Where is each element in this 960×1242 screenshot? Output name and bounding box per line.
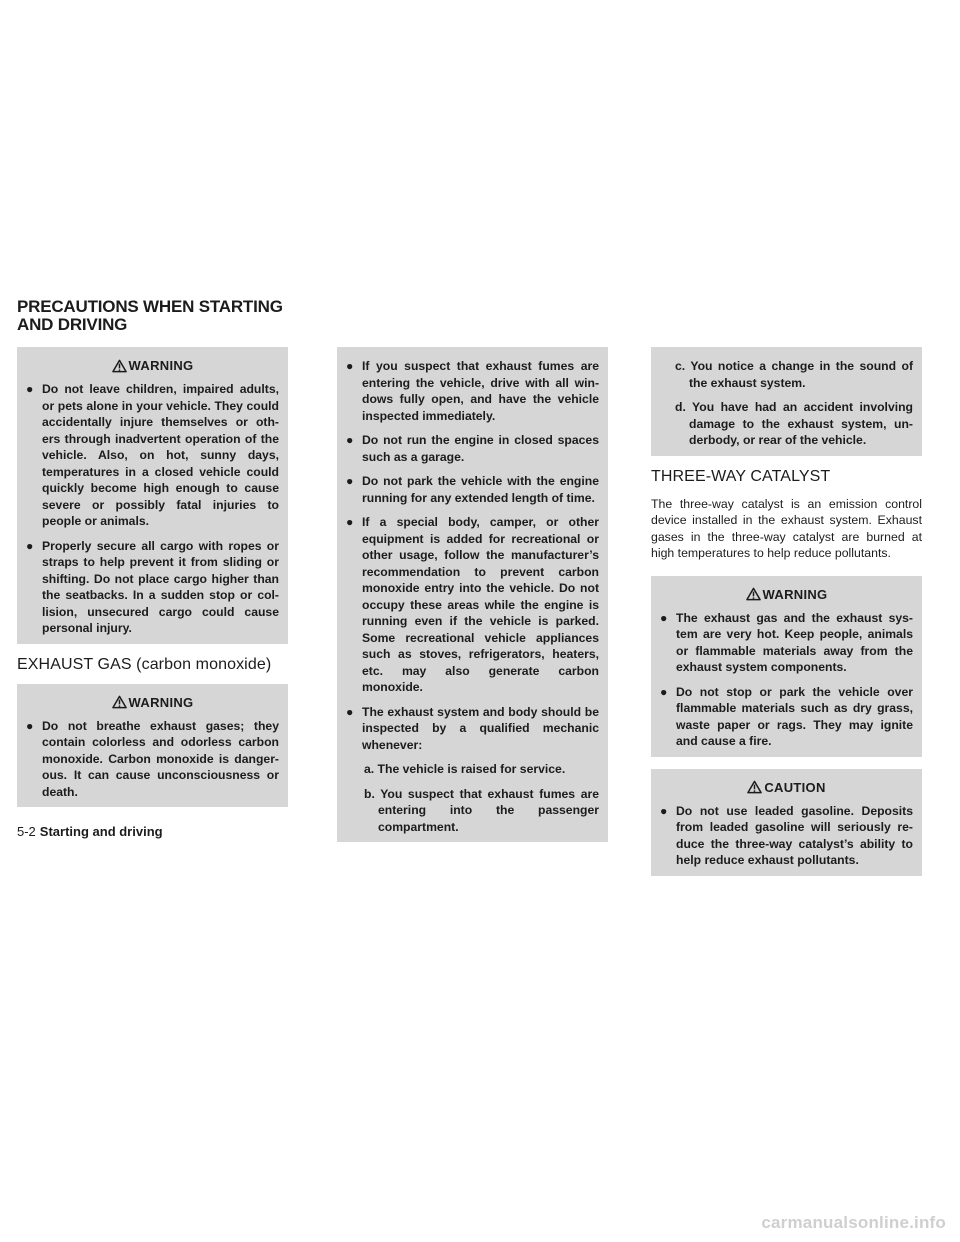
bullet-text: If you suspect that exhaust fumes are entering the vehicle, drive with all win- dows fully open, and have the vehicle inspected immediately. — [362, 359, 599, 423]
bullet-text: If a special body, camper, or other equipment is added for recreational or other usage, follow the manufacturer’s recommendation to prevent carbon monoxide entry into the vehicle. Do not occupy these areas while the engine is running even if the vehicle is parked. Some recreational vehicle appliances such as stoves, refrigerators, heaters, etc. may also generate carbon monoxide. — [362, 515, 599, 694]
warning-title-text: WARNING — [762, 586, 828, 602]
warning-bullets — [346, 358, 599, 835]
bullet-dot-icon: ● — [346, 515, 354, 529]
section-title-line-2: AND DRIVING — [17, 315, 128, 334]
warning-triangle-icon — [112, 695, 127, 709]
sub-list-item: d. You have had an accident involving damage to the exhaust system, un- derbody, or rear of the vehicle. — [675, 400, 913, 447]
bullet-dot-icon: ● — [26, 382, 34, 396]
bullet-item — [346, 473, 599, 506]
warning-bullets — [26, 381, 279, 637]
page-footer — [17, 824, 163, 839]
bullet-item — [26, 381, 279, 530]
bullet-dot-icon: ● — [660, 684, 668, 699]
sub-list-item: c. You notice a change in the sound of the exhaust system. — [675, 359, 913, 390]
bullet-item — [346, 704, 599, 836]
caution-title — [660, 780, 913, 795]
warning-title — [26, 695, 279, 710]
bullet-dot-icon: ● — [26, 718, 34, 733]
bullet-item — [660, 803, 913, 869]
column-1 — [17, 347, 288, 819]
sub-list-item: a. The vehicle is raised for service. — [364, 762, 566, 776]
bullet-text: Do not run the engine in closed spaces such as a garage. — [362, 433, 599, 464]
bullet-item — [346, 432, 599, 465]
sub-list — [362, 761, 599, 835]
bullet-item — [346, 358, 599, 424]
bullet-text: The exhaust gas and the exhaust sys- tem are very hot. Keep people, animals or flammable materials away from the exhaust system components. — [676, 610, 913, 674]
warning-title — [660, 587, 913, 602]
bullet-dot-icon: ● — [660, 610, 668, 625]
exhaust-gas-heading: EXHAUST GAS (carbon monoxide) — [17, 655, 272, 673]
bullet-text: Do not park the vehicle with the engine running for any extended length of time. — [362, 474, 599, 505]
bullet-dot-icon: ● — [346, 359, 354, 373]
bullet-dot-icon: ● — [346, 433, 354, 447]
page-number: 5-2 — [17, 824, 36, 839]
bullet-item — [660, 610, 913, 676]
bullet-dot-icon: ● — [660, 803, 668, 818]
watermark: carmanualsonline.info — [761, 1213, 946, 1232]
catalyst-paragraph: The three-way catalyst is an emission control device installed in the exhaust system. Exhaust gases in the three-way catalyst are burned at high temperatures to help reduce pollutants. — [651, 496, 922, 560]
bullet-text: Do not breathe exhaust gases; they contain colorless and odorless carbon monoxide. Carbon monoxide is danger- ous. It can cause unconsciousness or death. — [42, 718, 279, 799]
warning-title-text: WARNING — [128, 694, 194, 710]
caution-title-text: CAUTION — [764, 779, 826, 795]
bullet-dot-icon: ● — [26, 538, 34, 553]
warning-triangle-icon — [746, 587, 761, 601]
warning-box-exhaust — [17, 684, 288, 808]
chapter-title: Starting and driving — [39, 824, 163, 839]
bullet-text: Properly secure all cargo with ropes or straps to help prevent it from sliding or shifting. Do not place cargo higher than the seatbacks. In a sudden stop or col- lision, unsecured cargo could cause personal injury. — [42, 538, 279, 635]
sub-list-item: b. You suspect that exhaust fumes are entering into the passenger compartment. — [364, 786, 599, 834]
warning-bullets — [660, 610, 913, 750]
bullet-text: Do not use leaded gasoline. Deposits from leaded gasoline will seriously re- duce the three-way catalyst’s ability to help reduce exhaust pollutants. — [676, 803, 913, 867]
column-2 — [337, 347, 608, 854]
caution-bullets — [660, 803, 913, 869]
bullet-text: Do not leave children, impaired adults, or pets alone in your vehicle. They could accidentally injure themselves or oth- ers through inadvertent operation of the vehicle. Also, on hot, sunny days, temperatures in a closed vehicle could quickly become high enough to cause severe or possibly fatal injuries to people or animals. — [42, 382, 279, 528]
warning-box-continued — [337, 347, 608, 842]
warning-title — [26, 358, 279, 373]
warning-triangle-icon — [112, 359, 127, 373]
warning-title-text: WARNING — [128, 358, 194, 373]
section-title — [17, 298, 337, 334]
column-3 — [651, 347, 922, 888]
warning-box-catalyst — [651, 576, 922, 757]
bullet-item — [26, 538, 279, 637]
warning-box-continued — [651, 347, 922, 456]
bullet-dot-icon: ● — [346, 704, 354, 719]
sub-list — [660, 358, 913, 449]
bullet-dot-icon: ● — [346, 474, 354, 488]
section-title-line-1: PRECAUTIONS WHEN STARTING — [17, 297, 283, 316]
caution-box-catalyst — [651, 769, 922, 876]
three-way-catalyst-heading: THREE-WAY CATALYST — [651, 467, 831, 485]
bullet-item — [660, 684, 913, 750]
bullet-item — [26, 718, 279, 801]
caution-triangle-icon — [747, 780, 762, 794]
warning-box-children — [17, 347, 288, 644]
bullet-item — [346, 514, 599, 696]
bullet-text: The exhaust system and body should be inspected by a qualified mechanic whenever: — [362, 704, 599, 752]
warning-bullets — [26, 718, 279, 801]
bullet-text: Do not stop or park the vehicle over flammable materials such as dry grass, waste paper or rags. They may ignite and cause a fire. — [676, 684, 913, 748]
